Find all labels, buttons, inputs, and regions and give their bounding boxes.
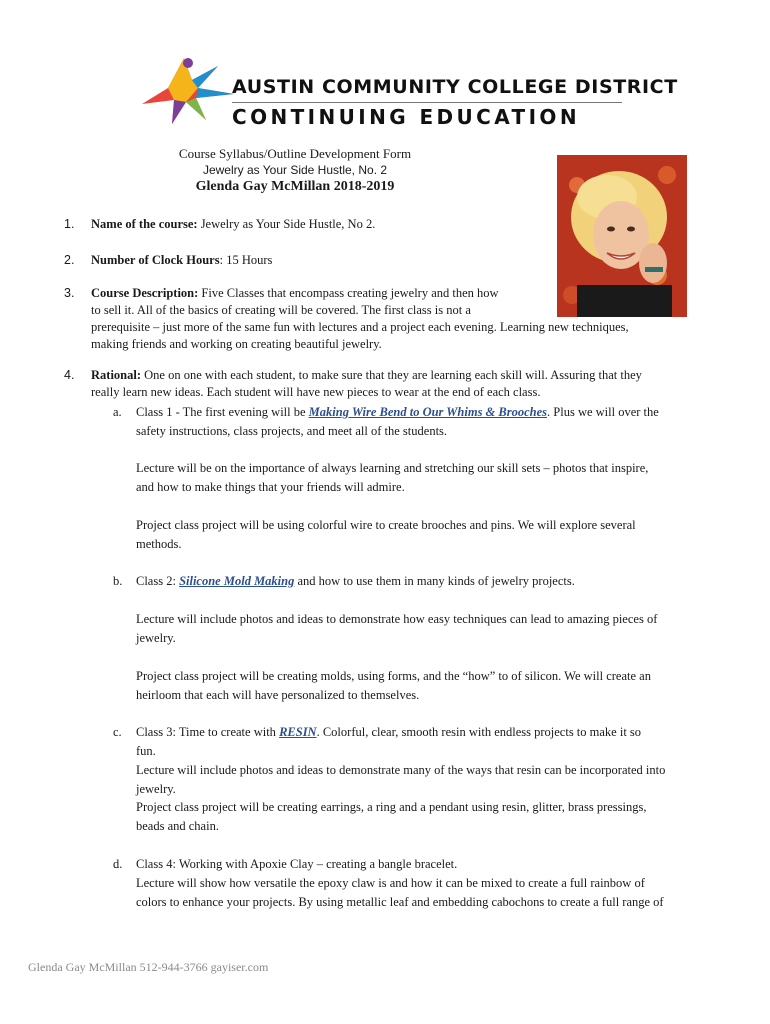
class-3-project: Project class project will be creating earrings, a ring and a pendant using resin, glitter, brass pressings, (136, 800, 647, 814)
rational-line (91, 367, 642, 384)
class-2-line (136, 573, 575, 590)
acc-logo (138, 58, 678, 129)
clock-hours-label: Number of Clock Hours (91, 253, 220, 267)
page-footer: Glenda Gay McMillan 512-944-3766 gayiser.com (28, 960, 269, 974)
instructor-photo (557, 155, 687, 317)
class-1-link[interactable]: Making Wire Bend to Our Whims & Brooches (308, 405, 548, 419)
class-1-lecture: and how to make things that your friends will admire. (136, 480, 405, 494)
list-letter: d. (113, 857, 123, 871)
class-4-lecture: Lecture will show how versatile the epoxy claw is and how it can be mixed to create a full rainbow of (136, 876, 645, 890)
list-letter: a. (113, 405, 122, 419)
logo-district-name: AUSTIN COMMUNITY COLLEGE DISTRICT (232, 76, 678, 98)
class-3-lecture: Lecture will include photos and ideas to demonstrate many of the ways that resin can be incorporated into (136, 763, 666, 777)
item-number: 4. (64, 368, 75, 382)
class-2-text: and how to use them in many kinds of jewelry projects. (294, 574, 575, 588)
item-number: 3. (64, 286, 75, 300)
logo-continuing-education: CONTINUING EDUCATION (232, 105, 580, 129)
class-3-text: . Colorful, clear, smooth resin with endless projects to make it so (316, 725, 642, 739)
rational-label: Rational: (91, 368, 141, 382)
course-name-line (91, 216, 561, 233)
class-1-line (136, 404, 659, 421)
class-3-text: fun. (136, 744, 156, 758)
class-1-project: methods. (136, 537, 182, 551)
class-4-lecture: colors to enhance your projects. By using metallic leaf and embedding cabochons to create a full range of (136, 895, 664, 909)
logo-divider (232, 102, 622, 103)
class-4-line: Class 4: Working with Apoxie Clay – creating a bangle bracelet. (136, 857, 458, 871)
course-description-text: to sell it. All of the basics of creating will be covered. The first class is not a (91, 303, 471, 317)
class-1-lecture: Lecture will be on the importance of always learning and stretching our skill sets – photos that inspire, (136, 461, 649, 475)
class-2-lecture: jewelry. (136, 631, 176, 645)
clock-hours-line (91, 252, 561, 269)
class-3-line (136, 724, 641, 741)
course-description-text: prerequisite – just more of the same fun with lectures and a project each evening. Learning new techniques, (91, 320, 629, 334)
form-title: Course Syllabus/Outline Development Form (178, 146, 412, 161)
class-1-project: Project class project will be using colorful wire to create brooches and pins. We will explore several (136, 518, 636, 532)
class-1-intro: Class 1 - The first evening will be (136, 405, 309, 419)
clock-hours-value: : 15 Hours (219, 253, 273, 267)
class-2-link[interactable]: Silicone Mold Making (179, 574, 295, 588)
class-2-lecture: Lecture will include photos and ideas to demonstrate how easy techniques can lead to amazing pieces of (136, 612, 658, 626)
class-3-project: beads and chain. (136, 819, 219, 833)
rational-text: really learn new ideas. Each student will have new pieces to wear at the end of each class. (91, 385, 541, 399)
instructor-title: Glenda Gay McMillan 2018-2019 (195, 179, 395, 194)
class-1-text: safety instructions, class projects, and meet all of the students. (136, 424, 448, 438)
star-logo-icon (138, 58, 238, 128)
rational-text: One on one with each student, to make sure that they are learning each skill will. Assuring that they (141, 368, 642, 382)
class-1-text: . Plus we will over the (547, 405, 659, 419)
item-number: 1. (64, 217, 75, 231)
class-3-lecture: jewelry. (136, 782, 176, 796)
list-letter: c. (113, 725, 122, 739)
course-description-text: Five Classes that encompass creating jewelry and then how (198, 286, 499, 300)
class-3-link[interactable]: RESIN (279, 725, 317, 739)
course-description-text: making friends and working on creating beautiful jewelry. (91, 337, 382, 351)
course-title: Jewelry as Your Side Hustle, No. 2 (202, 163, 388, 177)
course-description-label: Course Description: (91, 286, 199, 300)
course-name-value: Jewelry as Your Side Hustle, No 2. (197, 217, 376, 231)
course-description-line (91, 285, 561, 302)
class-3-intro: Class 3: Time to create with (136, 725, 280, 739)
class-2-project: Project class project will be creating molds, using forms, and the “how” to of silicon. We will create an (136, 669, 651, 683)
item-number: 2. (64, 253, 75, 267)
class-2-project: heirloom that each will have personalized to themselves. (136, 688, 420, 702)
course-name-label: Name of the course: (91, 217, 198, 231)
class-2-intro: Class 2: (136, 574, 180, 588)
list-letter: b. (113, 574, 123, 588)
